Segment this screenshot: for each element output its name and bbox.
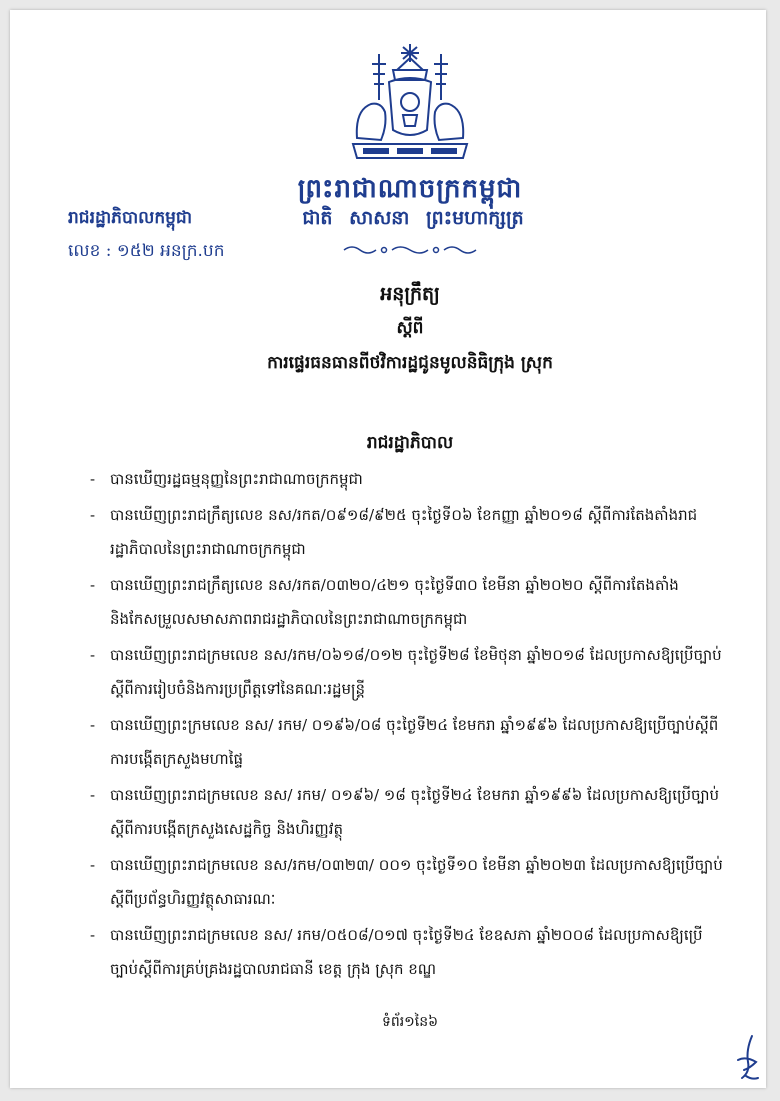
number-value: ១៥២ អនក្រ.បក	[116, 241, 225, 261]
government-name: រាជរដ្ឋាភិបាលកម្ពុជា	[68, 208, 193, 228]
list-item: - បានឃើញព្រះរាជក្រឹត្យលេខ នស/រកត/០៣២០/៤២១ ចុះថ្ងៃទី៣០ ខែមីនា ឆ្នាំ២០២០ ស្ដីពីការតែងតាំង និងកែសម្រួលសមាសភាពរាជរដ្ឋាភិបាលនៃព្រះរាជាណាចក្រកម្ពុជា	[90, 568, 730, 636]
list-item: - បានឃើញព្រះរាជក្រមលេខ នស/ រកម/០៥០៨/០១៧ ចុះថ្ងៃទី២៤ ខែឧសភា ឆ្នាំ២០០៨ ដែលប្រកាសឱ្យប្រើច្បាប់ស្ដីពីការគ្រប់គ្រងរដ្ឋបាលរាជធានី ខេត្ត ក្រុង ស្រុក ខណ្ឌ	[90, 918, 730, 986]
list-item: - បានឃើញព្រះរាជក្រឹត្យលេខ នស/រកត/០៩១៨/៩២៥ ចុះថ្ងៃទី០៦ ខែកញ្ញា ឆ្នាំ២០១៨ ស្ដីពីការតែងតាំងរាជរដ្ឋាភិបាលនៃព្រះរាជាណាចក្រកម្ពុជា	[90, 498, 730, 566]
national-motto: ជាតិ សាសនា ព្រះមហាក្សត្រ	[302, 207, 524, 229]
kingdom-title: ព្រះរាជាណាចក្រកម្ពុជា	[297, 174, 523, 204]
regarding-label: ស្ដីពី	[396, 318, 424, 338]
section-heading: រាជរដ្ឋាភិបាល	[366, 433, 454, 453]
list-item: - បានឃើញព្រះរាជក្រមលេខ នស/រកម/០៦១៨/០១២ ចុះថ្ងៃទី២៨ ខែមិថុនា ឆ្នាំ២០១៨ ដែលប្រកាសឱ្យប្រើច្បាប់ស្ដីពីការរៀបចំនិងការប្រព្រឹត្តទៅនៃគណៈរដ្ឋមន្ត្រី	[90, 638, 730, 706]
document-page	[10, 10, 766, 1088]
list-item: - បានឃើញរដ្ឋធម្មនុញ្ញនៃព្រះរាជាណាចក្រកម្ពុជា	[90, 462, 730, 496]
divider-ornament-icon	[340, 242, 480, 258]
document-number	[68, 240, 225, 265]
reference-list	[90, 462, 730, 988]
list-item: - បានឃើញព្រះរាជក្រមលេខ នស/ រកម/ ០១៩៦/ ១៨ ចុះថ្ងៃទី២៤ ខែមករា ឆ្នាំ១៩៩៦ ដែលប្រកាសឱ្យប្រើច្បាប់ស្ដីពីការបង្កើតក្រសួងសេដ្ឋកិច្ច និងហិរញ្ញវត្ថុ	[90, 778, 730, 846]
list-item: - បានឃើញព្រះរាជក្រមលេខ នស/រកម/០៣២៣/ ០០១ ចុះថ្ងៃទី១០ ខែមីនា ឆ្នាំ២០២៣ ដែលប្រកាសឱ្យប្រើច្បាប់ស្ដីពីប្រព័ន្ធហិរញ្ញវត្ថុសាធារណៈ	[90, 848, 730, 916]
document-type: អនុក្រឹត្យ	[380, 283, 440, 305]
royal-arms-emblem-icon	[345, 40, 475, 168]
document-subject: ការផ្ទេរធនធានពីថវិការដ្ឋជូនមូលនិធិក្រុង ស្រុក	[267, 353, 553, 373]
initial-signature-icon	[732, 1032, 762, 1084]
number-label: លេខ :	[68, 241, 112, 261]
page-number: ទំព័រ១នៃ៦	[381, 1014, 439, 1030]
list-item: - បានឃើញព្រះក្រមលេខ នស/ រកម/ ០១៩៦/០៨ ចុះថ្ងៃទី២៤ ខែមករា ឆ្នាំ១៩៩៦ ដែលប្រកាសឱ្យប្រើច្បាប់ស្ដីពីការបង្កើតក្រសួងមហាផ្ទៃ	[90, 708, 730, 776]
